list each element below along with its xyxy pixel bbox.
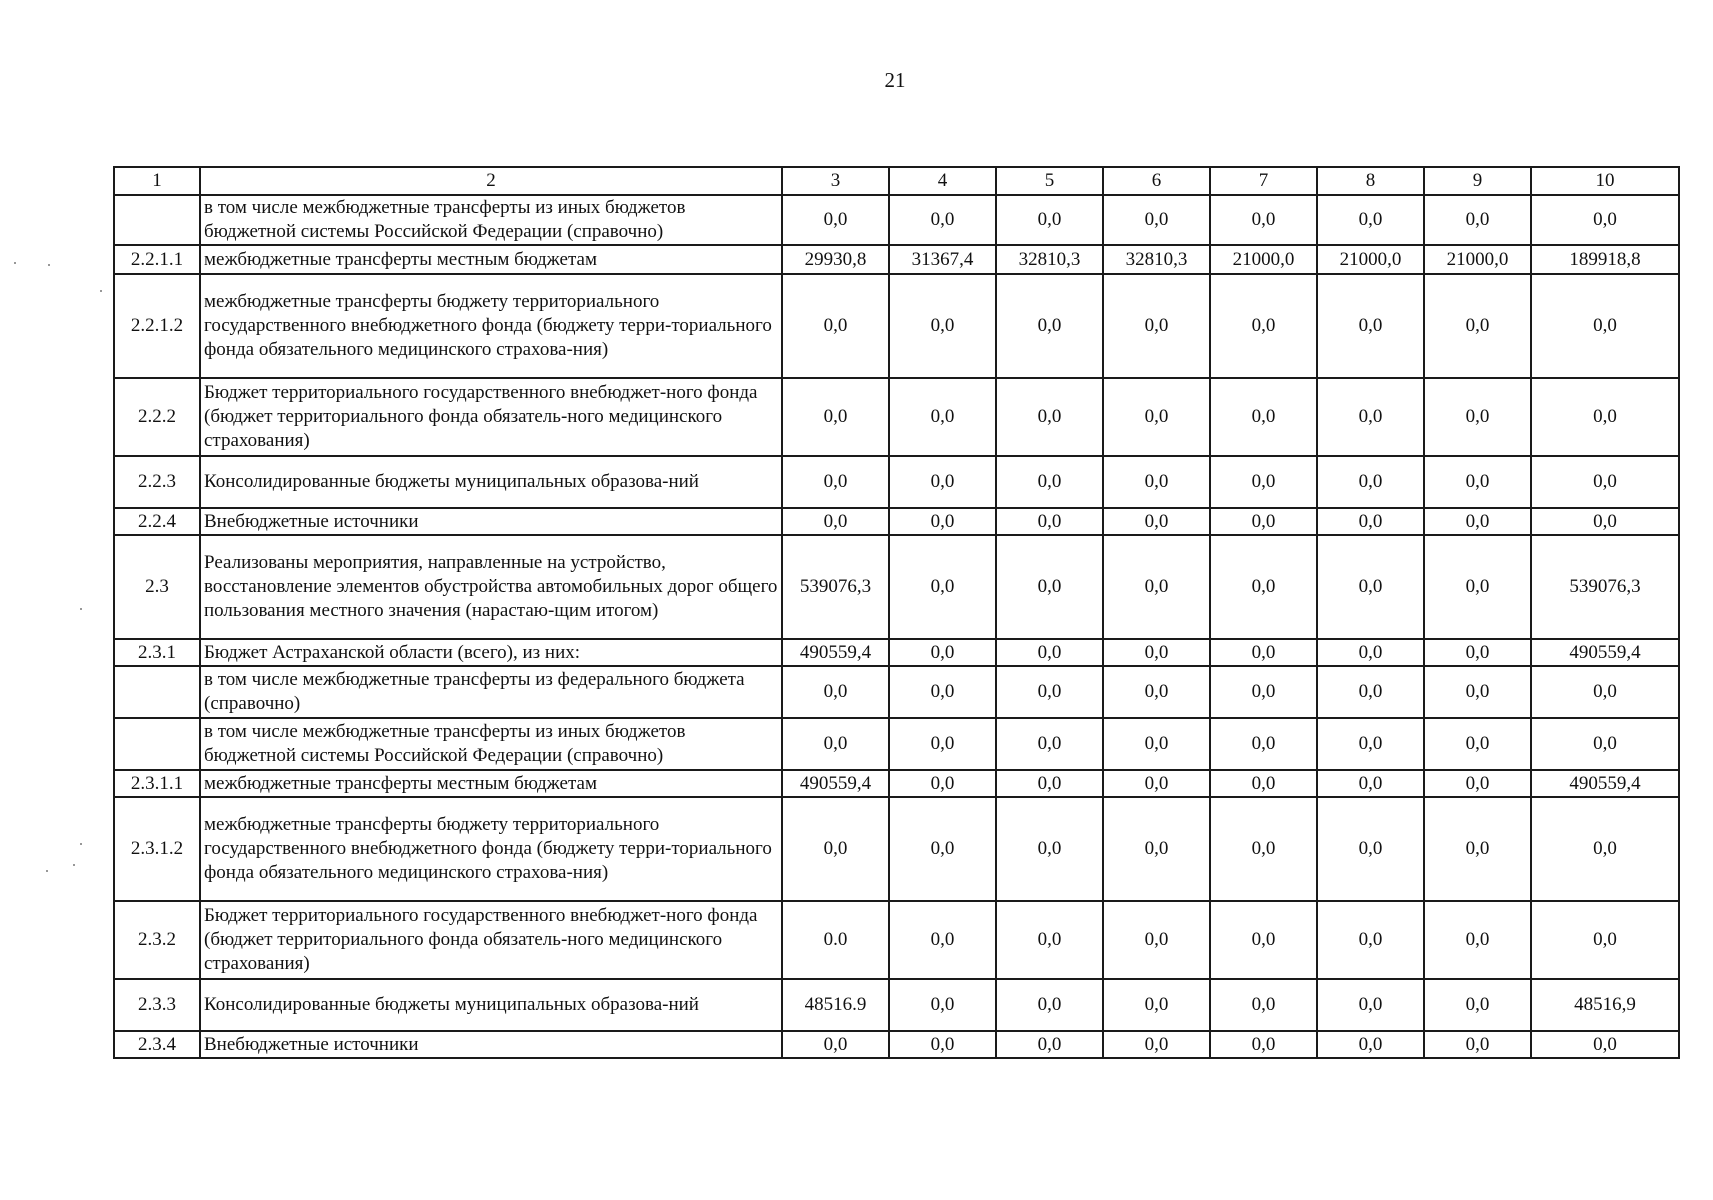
value-cell: 0,0 — [1424, 901, 1531, 979]
value-cell: 0,0 — [1424, 378, 1531, 456]
value-cell: 0,0 — [996, 195, 1103, 245]
value-cell: 0,0 — [1210, 666, 1317, 718]
value-cell: 0,0 — [1531, 456, 1679, 508]
value-cell: 0,0 — [1531, 797, 1679, 901]
value-cell: 0,0 — [1103, 901, 1210, 979]
value-cell: 0,0 — [1210, 718, 1317, 770]
table-row — [114, 535, 1679, 639]
value-cell: 0,0 — [1210, 195, 1317, 245]
value-cell: 0,0 — [1103, 508, 1210, 535]
value-cell: 31367,4 — [889, 245, 996, 274]
value-cell: 0,0 — [1317, 639, 1424, 666]
value-cell: 0,0 — [1317, 770, 1424, 797]
value-cell: 0,0 — [782, 797, 889, 901]
value-cell: 0,0 — [782, 378, 889, 456]
value-cell: 0,0 — [1531, 195, 1679, 245]
row-description: межбюджетные трансферты местным бюджетам — [200, 245, 782, 274]
value-cell: 0,0 — [1103, 718, 1210, 770]
value-cell: 0,0 — [889, 1031, 996, 1058]
value-cell: 0,0 — [1317, 1031, 1424, 1058]
table-row — [114, 1031, 1679, 1058]
value-cell: 0,0 — [1317, 378, 1424, 456]
value-cell: 490559,4 — [1531, 770, 1679, 797]
value-cell: 0,0 — [996, 901, 1103, 979]
column-header: 1 — [114, 167, 200, 195]
table-row — [114, 666, 1679, 718]
page-number: 21 — [884, 68, 906, 92]
value-cell: 0,0 — [889, 639, 996, 666]
value-cell: 0,0 — [996, 797, 1103, 901]
row-number — [114, 718, 200, 770]
table-row — [114, 456, 1679, 508]
row-number: 2.3.3 — [114, 979, 200, 1031]
value-cell: 0,0 — [782, 508, 889, 535]
table-row — [114, 718, 1679, 770]
table-row — [114, 195, 1679, 245]
row-description: в том числе межбюджетные трансферты из иных бюджетов бюджетной системы Российской Федерации (справочно) — [200, 718, 782, 770]
table-row — [114, 378, 1679, 456]
value-cell: 0,0 — [1103, 456, 1210, 508]
value-cell: 0,0 — [1424, 195, 1531, 245]
value-cell: 0,0 — [1424, 274, 1531, 378]
value-cell: 0,0 — [889, 378, 996, 456]
value-cell: 0,0 — [996, 718, 1103, 770]
value-cell: 0,0 — [1317, 195, 1424, 245]
value-cell: 0,0 — [1210, 274, 1317, 378]
value-cell: 0,0 — [1424, 770, 1531, 797]
scan-speck — [80, 608, 82, 610]
row-description: Внебюджетные источники — [200, 508, 782, 535]
value-cell: 0,0 — [996, 378, 1103, 456]
row-number: 2.3.4 — [114, 1031, 200, 1058]
row-description: Консолидированные бюджеты муниципальных образова-ний — [200, 979, 782, 1031]
value-cell: 0,0 — [1103, 797, 1210, 901]
row-description: Консолидированные бюджеты муниципальных образова-ний — [200, 456, 782, 508]
table-row — [114, 901, 1679, 979]
value-cell: 0,0 — [1317, 456, 1424, 508]
column-header: 8 — [1317, 167, 1424, 195]
row-description: Реализованы мероприятия, направленные на устройство, восстановление элементов обустройства автомобильных дорог общего пользования местного значения (нарастаю-щим итогом) — [200, 535, 782, 639]
value-cell: 48516.9 — [782, 979, 889, 1031]
value-cell: 0,0 — [1210, 1031, 1317, 1058]
value-cell: 0,0 — [1210, 378, 1317, 456]
value-cell: 0,0 — [782, 1031, 889, 1058]
value-cell: 0,0 — [889, 456, 996, 508]
value-cell: 0,0 — [1531, 508, 1679, 535]
scan-speck — [14, 262, 16, 264]
value-cell: 0,0 — [996, 1031, 1103, 1058]
scan-speck — [46, 870, 48, 872]
value-cell: 0,0 — [1531, 378, 1679, 456]
row-description: в том числе межбюджетные трансферты из иных бюджетов бюджетной системы Российской Федерации (справочно) — [200, 195, 782, 245]
row-number: 2.2.3 — [114, 456, 200, 508]
table-row — [114, 274, 1679, 378]
column-header: 5 — [996, 167, 1103, 195]
table-row — [114, 979, 1679, 1031]
value-cell: 0,0 — [996, 456, 1103, 508]
value-cell: 0,0 — [1424, 797, 1531, 901]
table-row — [114, 770, 1679, 797]
value-cell: 48516,9 — [1531, 979, 1679, 1031]
value-cell: 0.0 — [782, 901, 889, 979]
row-description: межбюджетные трансферты бюджету территориального государственного внебюджетного фонда (бюджету терри-ториального фонда обязательного медицинского страхова-ния) — [200, 797, 782, 901]
value-cell: 21000,0 — [1317, 245, 1424, 274]
value-cell: 189918,8 — [1531, 245, 1679, 274]
value-cell: 0,0 — [1103, 195, 1210, 245]
value-cell: 0,0 — [996, 666, 1103, 718]
value-cell: 0,0 — [782, 274, 889, 378]
value-cell: 490559,4 — [782, 770, 889, 797]
value-cell: 490559,4 — [1531, 639, 1679, 666]
value-cell: 0,0 — [996, 274, 1103, 378]
value-cell: 539076,3 — [782, 535, 889, 639]
row-number — [114, 666, 200, 718]
value-cell: 21000,0 — [1210, 245, 1317, 274]
value-cell: 0,0 — [1210, 535, 1317, 639]
table-row — [114, 245, 1679, 274]
value-cell: 0,0 — [1424, 639, 1531, 666]
value-cell: 0,0 — [1210, 456, 1317, 508]
column-header: 2 — [200, 167, 782, 195]
column-header: 4 — [889, 167, 996, 195]
table-body — [114, 195, 1679, 1058]
value-cell: 0,0 — [1424, 718, 1531, 770]
column-header: 6 — [1103, 167, 1210, 195]
table-row — [114, 639, 1679, 666]
row-description: в том числе межбюджетные трансферты из федерального бюджета (справочно) — [200, 666, 782, 718]
value-cell: 539076,3 — [1531, 535, 1679, 639]
header-row — [114, 167, 1679, 195]
row-number: 2.3.1 — [114, 639, 200, 666]
value-cell: 0,0 — [1210, 508, 1317, 535]
row-description: Бюджет территориального государственного внебюджет-ного фонда (бюджет территориального фонда обязатель-ного медицинского страхования) — [200, 901, 782, 979]
row-number: 2.2.4 — [114, 508, 200, 535]
row-description: межбюджетные трансферты местным бюджетам — [200, 770, 782, 797]
value-cell: 0,0 — [889, 666, 996, 718]
value-cell: 0,0 — [782, 456, 889, 508]
value-cell: 0,0 — [996, 770, 1103, 797]
value-cell: 0,0 — [1103, 1031, 1210, 1058]
row-number — [114, 195, 200, 245]
value-cell: 0,0 — [996, 979, 1103, 1031]
scan-speck — [73, 864, 75, 866]
value-cell: 0,0 — [1317, 508, 1424, 535]
value-cell: 0,0 — [1531, 666, 1679, 718]
value-cell: 0,0 — [1317, 979, 1424, 1031]
value-cell: 0,0 — [782, 195, 889, 245]
value-cell: 0,0 — [1210, 797, 1317, 901]
value-cell: 0,0 — [782, 666, 889, 718]
value-cell: 0,0 — [1531, 274, 1679, 378]
value-cell: 0,0 — [1531, 718, 1679, 770]
row-number: 2.2.2 — [114, 378, 200, 456]
value-cell: 0,0 — [889, 718, 996, 770]
value-cell: 0,0 — [889, 274, 996, 378]
value-cell: 0,0 — [889, 195, 996, 245]
value-cell: 490559,4 — [782, 639, 889, 666]
value-cell: 0,0 — [1103, 535, 1210, 639]
value-cell: 0,0 — [889, 508, 996, 535]
value-cell: 0,0 — [1531, 901, 1679, 979]
column-header: 3 — [782, 167, 889, 195]
table-row — [114, 797, 1679, 901]
value-cell: 0,0 — [1424, 456, 1531, 508]
row-number: 2.3.1.1 — [114, 770, 200, 797]
column-header: 9 — [1424, 167, 1531, 195]
value-cell: 0,0 — [1103, 666, 1210, 718]
value-cell: 0,0 — [889, 535, 996, 639]
value-cell: 0,0 — [1317, 666, 1424, 718]
value-cell: 0,0 — [1317, 797, 1424, 901]
value-cell: 0,0 — [996, 535, 1103, 639]
value-cell: 32810,3 — [1103, 245, 1210, 274]
value-cell: 0,0 — [1103, 979, 1210, 1031]
value-cell: 0,0 — [1103, 274, 1210, 378]
column-header: 7 — [1210, 167, 1317, 195]
value-cell: 0,0 — [782, 718, 889, 770]
value-cell: 0,0 — [996, 508, 1103, 535]
column-header: 10 — [1531, 167, 1679, 195]
row-description: Бюджет территориального государственного внебюджет-ного фонда (бюджет территориального фонда обязатель-ного медицинского страхования) — [200, 378, 782, 456]
table-row — [114, 508, 1679, 535]
row-number: 2.2.1.2 — [114, 274, 200, 378]
value-cell: 0,0 — [1424, 535, 1531, 639]
value-cell: 0,0 — [889, 901, 996, 979]
row-description: Внебюджетные источники — [200, 1031, 782, 1058]
value-cell: 0,0 — [1424, 666, 1531, 718]
row-description: Бюджет Астраханской области (всего), из них: — [200, 639, 782, 666]
row-description: межбюджетные трансферты бюджету территориального государственного внебюджетного фонда (бюджету терри-ториального фонда обязательного медицинского страхова-ния) — [200, 274, 782, 378]
value-cell: 0,0 — [1103, 770, 1210, 797]
value-cell: 29930,8 — [782, 245, 889, 274]
value-cell: 0,0 — [889, 979, 996, 1031]
value-cell: 0,0 — [1424, 508, 1531, 535]
row-number: 2.3.1.2 — [114, 797, 200, 901]
value-cell: 0,0 — [1103, 378, 1210, 456]
value-cell: 0,0 — [1317, 274, 1424, 378]
value-cell: 0,0 — [996, 639, 1103, 666]
scan-speck — [80, 843, 82, 845]
value-cell: 0,0 — [1531, 1031, 1679, 1058]
value-cell: 0,0 — [1210, 639, 1317, 666]
value-cell: 0,0 — [1424, 1031, 1531, 1058]
scan-speck — [48, 264, 50, 266]
row-number: 2.3 — [114, 535, 200, 639]
value-cell: 0,0 — [1317, 718, 1424, 770]
value-cell: 0,0 — [1103, 639, 1210, 666]
value-cell: 0,0 — [889, 770, 996, 797]
value-cell: 32810,3 — [996, 245, 1103, 274]
value-cell: 0,0 — [1210, 979, 1317, 1031]
budget-table — [113, 166, 1680, 1059]
value-cell: 0,0 — [1210, 770, 1317, 797]
row-number: 2.3.2 — [114, 901, 200, 979]
value-cell: 0,0 — [1317, 535, 1424, 639]
row-number: 2.2.1.1 — [114, 245, 200, 274]
scan-speck — [100, 290, 102, 292]
value-cell: 21000,0 — [1424, 245, 1531, 274]
value-cell: 0,0 — [1424, 979, 1531, 1031]
value-cell: 0,0 — [1210, 901, 1317, 979]
value-cell: 0,0 — [889, 797, 996, 901]
value-cell: 0,0 — [1317, 901, 1424, 979]
